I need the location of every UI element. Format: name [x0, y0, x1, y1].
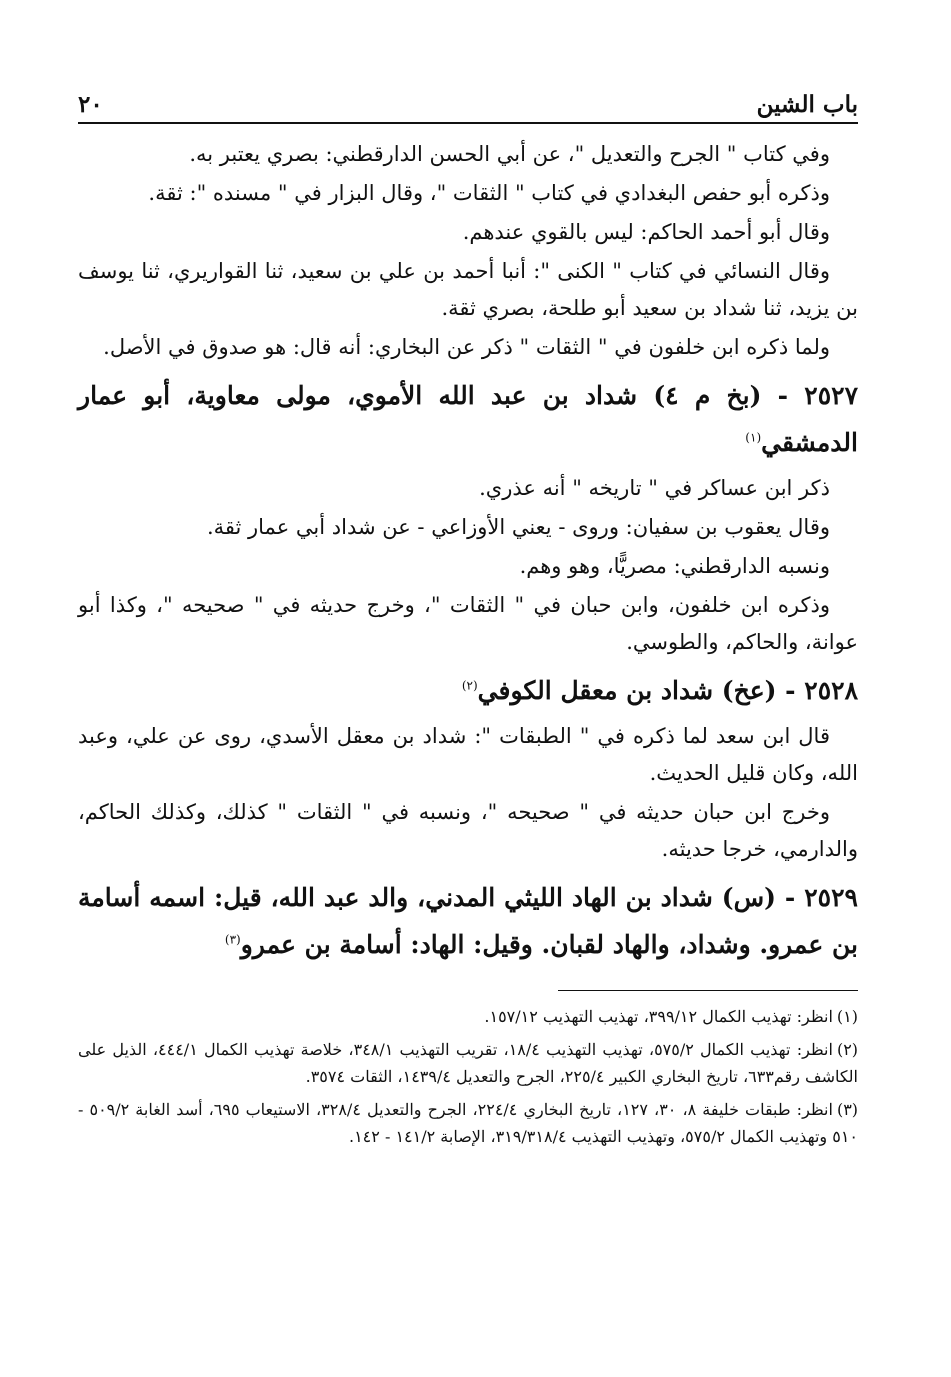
paragraph: وقال يعقوب بن سفيان: وروى - يعني الأوزاعي - عن شداد أبي عمار ثقة.: [206, 515, 830, 539]
footnote-mark: (٢): [836, 1040, 859, 1059]
entry-heading-2527: ٢٥٢٧ - (بخ م ٤) شداد بن عبد الله الأموي، مولى معاوية، أبو عمار الدمشقي$^{(١)}$: [78, 381, 858, 457]
footnote: [78, 1003, 858, 1030]
footnote: [78, 1096, 858, 1150]
footnote-text: انظر: تهذيب الكمال ٣٩٩/١٢، تهذيب التهذيب ١٥٧/١٢.: [484, 1007, 833, 1026]
entry-heading-2529: ٢٥٢٩ - (س) شداد بن الهاد الليثي المدني، والد عبد الله، قيل: اسمه أسامة بن عمرو. وشداد، والهاد لقبان. وقيل: الهاد: أسامة بن عمرو$^{(٣)}$: [78, 883, 858, 959]
paragraph: ذكر ابن عساكر في " تاريخه " أنه عذري.: [479, 476, 830, 500]
footnote-ref: (٣): [224, 932, 241, 947]
footnote: [78, 1036, 858, 1090]
running-header: [78, 82, 858, 118]
entry-number: ٢٥٢٧: [804, 381, 858, 410]
main-text: [78, 136, 858, 968]
paragraph: وقال النسائي في كتاب " الكنى ": أنبا أحمد بن علي بن سعيد، ثنا القواريري، ثنا يوسف بن يزيد، ثنا شداد بن سعيد أبو طلحة، بصري ثقة.: [78, 259, 858, 320]
entry-name: شداد بن عبد الله الأموي، مولى معاوية، أبو عمار الدمشقي: [78, 381, 858, 457]
entry-name: شداد بن معقل الكوفي: [477, 676, 714, 705]
paragraph: قال ابن سعد لما ذكره في " الطبقات ": شداد بن معقل الأسدي، روى عن علي، وعبد الله، وكان قليل الحديث.: [78, 724, 858, 785]
entry-code: (س): [721, 883, 776, 912]
entry-name: شداد بن الهاد الليثي المدني، والد عبد الله، قيل: اسمه أسامة بن عمرو. وشداد، والهاد لقبان. وقيل: الهاد: أسامة بن عمرو: [78, 883, 858, 959]
footnote-mark: (٣): [836, 1100, 859, 1119]
book-page: [78, 82, 858, 1342]
paragraph: وخرج ابن حبان حديثه في " صحيحه "، ونسبه في " الثقات " كذلك، وكذلك الحاكم، والدارمي، خرجا حديثه.: [78, 800, 858, 861]
footnote-ref: (٢): [461, 678, 478, 693]
page-number: ٢٠: [78, 91, 103, 118]
chapter-title: باب الشين: [756, 91, 858, 118]
entry-code: (عخ): [721, 676, 777, 705]
entry-heading-2528: ٢٥٢٨ - (عخ) شداد بن معقل الكوفي$^{(٢)}$: [461, 676, 858, 705]
footnotes: [78, 1003, 858, 1150]
paragraph: وقال أبو أحمد الحاكم: ليس بالقوي عندهم.: [462, 220, 830, 244]
entry-code: (بخ م ٤): [653, 381, 762, 410]
footnote-text: انظر: تهذيب الكمال ٥٧٥/٢، تهذيب التهذيب ١٨/٤، تقريب التهذيب ٣٤٨/١، خلاصة تهذيب الكمال ٤٤٤/١، الذيل على الكاشف رقم٦٣٣، تاريخ البخاري الكبير ٢٢٥/٤، الجرح والتعديل ١٤٣٩/٤، الثقات ٣٥٧٤.: [78, 1040, 858, 1086]
header-rule: [78, 122, 858, 124]
entry-number: ٢٥٢٩: [804, 883, 858, 912]
paragraph: ولما ذكره ابن خلفون في " الثقات " ذكر عن البخاري: أنه قال: هو صدوق في الأصل.: [103, 335, 830, 359]
paragraph: وذكره ابن خلفون، وابن حبان في " الثقات "، وخرج حديثه في " صحيحه "، وكذا أبو عوانة، والحاكم، والطوسي.: [78, 593, 858, 654]
footnote-text: انظر: طبقات خليفة ٨، ٣٠، ١٢٧، تاريخ البخاري ٢٢٤/٤، الجرح والتعديل ٣٢٨/٤، الاستيعاب ٦٩٥، أسد الغابة ٥٠٩/٢ - ٥١٠ وتهذيب الكمال ٥٧٥/٢، وتهذيب التهذيب ٣١٩/٣١٨/٤، الإصابة ١٤١/٢ - ١٤٢.: [78, 1100, 858, 1146]
footnote-mark: (١): [836, 1007, 858, 1026]
paragraph: وذكره أبو حفص البغدادي في كتاب " الثقات "، وقال البزار في " مسنده ": ثقة.: [148, 181, 830, 205]
paragraph: وفي كتاب " الجرح والتعديل "، عن أبي الحسن الدارقطني: بصري يعتبر به.: [189, 142, 830, 166]
paragraph: ونسبه الدارقطني: مصريًّا، وهو وهم.: [519, 554, 830, 578]
entry-number: ٢٥٢٨: [804, 676, 858, 705]
footnote-ref: (١): [745, 430, 762, 445]
footnote-rule: [558, 990, 858, 991]
